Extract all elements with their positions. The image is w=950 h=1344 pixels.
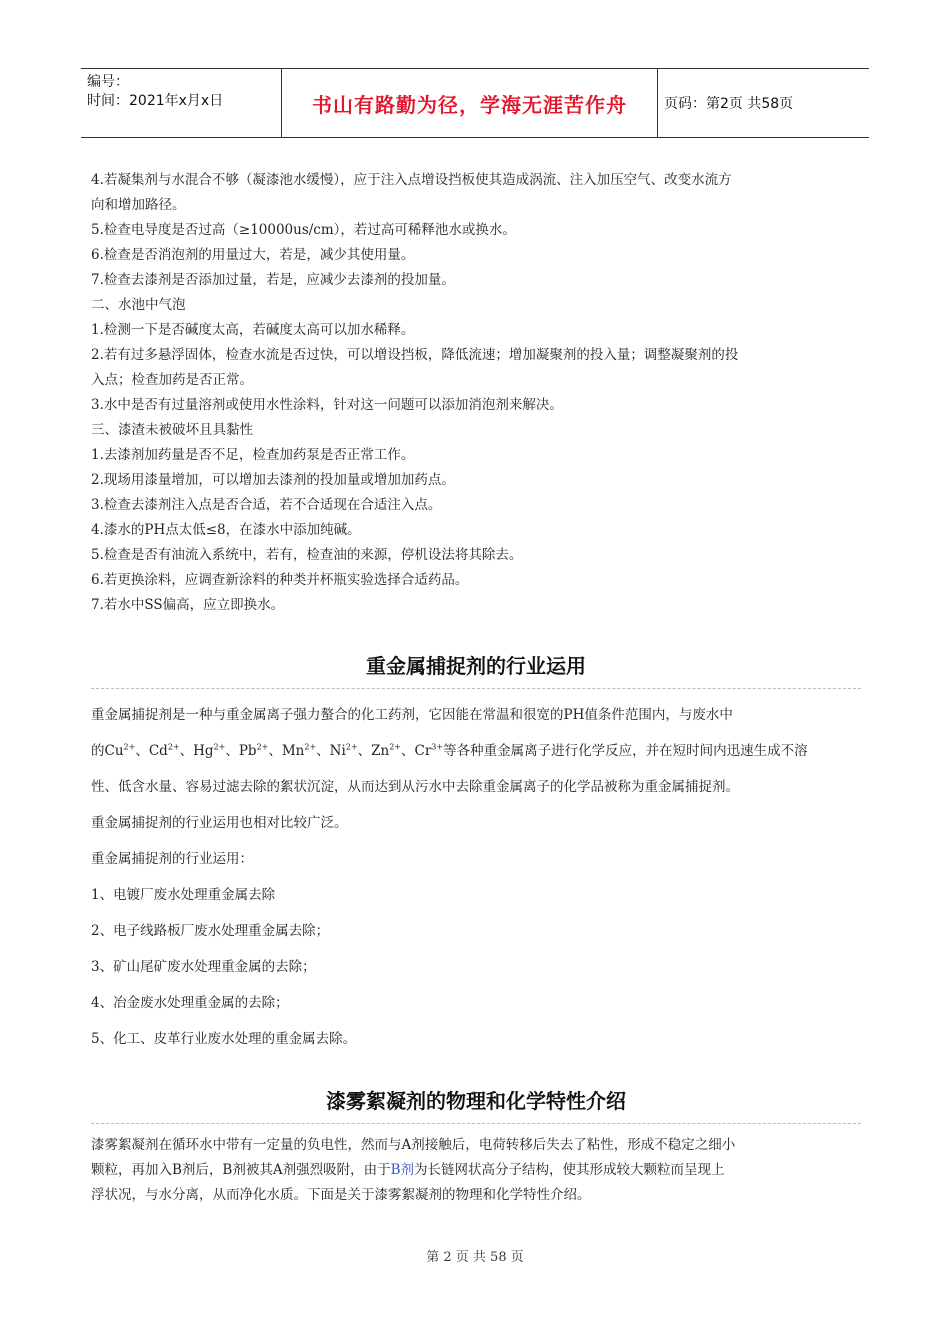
section-paint-flocculant bbox=[91, 1133, 861, 1208]
paragraph-line: 颗粒，再加入B剂后，B剂被其A剂强烈吸附，由于B剂为长链网状高分子结构，使其形成较大颗粒而呈现上 bbox=[91, 1162, 725, 1178]
paragraph-line: 重金属捕捉剂是一种与重金属离子强力螯合的化工药剂，它因能在常温和很宽的PH值条件范围内，与废水中 bbox=[91, 707, 733, 723]
paragraph-line: 6.若更换涂料，应调查新涂料的种类并杯瓶实验选择合适药品。 bbox=[91, 572, 469, 588]
section-divider bbox=[91, 1123, 861, 1124]
paragraph-line: 4.漆水的PH点太低≤8，在漆水中添加纯碱。 bbox=[91, 522, 361, 538]
list-item: 1、电镀厂废水处理重金属去除 bbox=[91, 887, 276, 903]
paragraph-line: 7.若水中SS偏高，应立即换水。 bbox=[91, 597, 285, 613]
subheading: 二、水池中气泡 bbox=[91, 297, 186, 313]
paragraph-line: 重金属捕捉剂的行业运用也相对比较广泛。 bbox=[91, 815, 348, 831]
document-number-label: 编号： bbox=[87, 74, 129, 90]
paragraph-line-ions bbox=[91, 733, 861, 769]
paragraph-line: 重金属捕捉剂的行业运用： bbox=[91, 851, 253, 867]
section-divider bbox=[91, 688, 861, 689]
paragraph-line: 7.检查去漆剂是否添加过量，若是，应减少去漆剂的投加量。 bbox=[91, 272, 455, 288]
section-troubleshooting bbox=[91, 168, 861, 618]
list-item: 2、电子线路板厂废水处理重金属去除； bbox=[91, 923, 330, 939]
page-header bbox=[81, 68, 869, 138]
paragraph-line: 4.若凝集剂与水混合不够（凝漆池水缓慢），应于注入点增设挡板使其造成涡流、注入加压空气、改变水流方 bbox=[91, 172, 732, 188]
paragraph-line: 向和增加路径。 bbox=[91, 197, 186, 213]
paragraph-line: 入点；检查加药是否正常。 bbox=[91, 372, 253, 388]
document-date-label: 时间：2021年x月x日 bbox=[87, 93, 224, 109]
paragraph-line: 漆雾絮凝剂在循环水中带有一定量的负电性，然而与A剂接触后，电荷转移后失去了粘性，形成不稳定之细小 bbox=[91, 1137, 736, 1153]
list-item: 5、化工、皮革行业废水处理的重金属去除。 bbox=[91, 1031, 357, 1047]
ion: 、$Hg^{2+}$ bbox=[179, 742, 226, 759]
ion: 、$Mn^{2+}$ bbox=[268, 742, 317, 759]
paragraph-line: 5.检查是否有油流入系统中，若有，检查油的来源，停机设法将其除去。 bbox=[91, 547, 523, 563]
paragraph-line: 3.水中是否有过量溶剂或使用水性涂料，针对这一问题可以添加消泡剂来解决。 bbox=[91, 397, 563, 413]
paragraph-line: 3.检查去漆剂注入点是否合适，若不合适现在合适注入点。 bbox=[91, 497, 442, 513]
section-title: 重金属捕捉剂的行业运用 bbox=[366, 654, 586, 678]
section-heavy-metal bbox=[91, 697, 861, 1057]
paragraph-line: 6.检查是否消泡剂的用量过大，若是，减少其使用量。 bbox=[91, 247, 415, 263]
highlight-text: B剂 bbox=[390, 1162, 415, 1178]
list-item: 4、冶金废水处理重金属的去除； bbox=[91, 995, 289, 1011]
section-title: 漆雾絮凝剂的物理和化学特性介绍 bbox=[326, 1089, 626, 1113]
header-motto: 书山有路勤为径，学海无涯苦作舟 bbox=[282, 69, 658, 137]
ion: 、$Zn^{2+}$ bbox=[357, 742, 401, 759]
ion: 、$Ni^{2+}$ bbox=[316, 742, 358, 759]
paragraph-line: 浮状况，与水分离，从而净化水质。下面是关于漆雾絮凝剂的物理和化学特性介绍。 bbox=[91, 1187, 591, 1203]
page-footer: 第 2 页 共 58 页 bbox=[426, 1250, 524, 1265]
header-meta bbox=[81, 69, 282, 137]
list-item: 3、矿山尾矿废水处理重金属的去除； bbox=[91, 959, 316, 975]
paragraph-line: 1.去漆剂加药量是否不足，检查加药泵是否正常工作。 bbox=[91, 447, 415, 463]
ion: 的$Cu^{2+}$ bbox=[91, 742, 136, 759]
subheading: 三、漆渣未被破坏且具黏性 bbox=[91, 422, 253, 438]
ion: 、$Pb^{2+}$ bbox=[225, 742, 269, 759]
header-page-number: 页码：第2页 共58页 bbox=[664, 96, 794, 112]
ion: 、$Cd^{2+}$ bbox=[135, 742, 180, 759]
paragraph-line: 2.现场用漆量增加，可以增加去漆剂的投加量或增加加药点。 bbox=[91, 472, 455, 488]
paragraph-line: 1.检测一下是否碱度太高，若碱度太高可以加水稀释。 bbox=[91, 322, 415, 338]
paragraph-line: 性、低含水量、容易过滤去除的絮状沉淀，从而达到从污水中去除重金属离子的化学品被称为重金属捕捉剂。 bbox=[91, 779, 739, 795]
paragraph-tail: 等各种重金属离子进行化学反应，并在短时间内迅速生成不溶 bbox=[443, 743, 808, 759]
paragraph-line: 5.检查电导度是否过高（≥10000us/cm），若过高可稀释池水或换水。 bbox=[91, 222, 516, 238]
paragraph-line: 2.若有过多悬浮固体，检查水流是否过快，可以增设挡板，降低流速；增加凝聚剂的投入量；调整凝聚剂的投 bbox=[91, 347, 739, 363]
ion: 、$Cr^{3+}$ bbox=[401, 742, 444, 759]
